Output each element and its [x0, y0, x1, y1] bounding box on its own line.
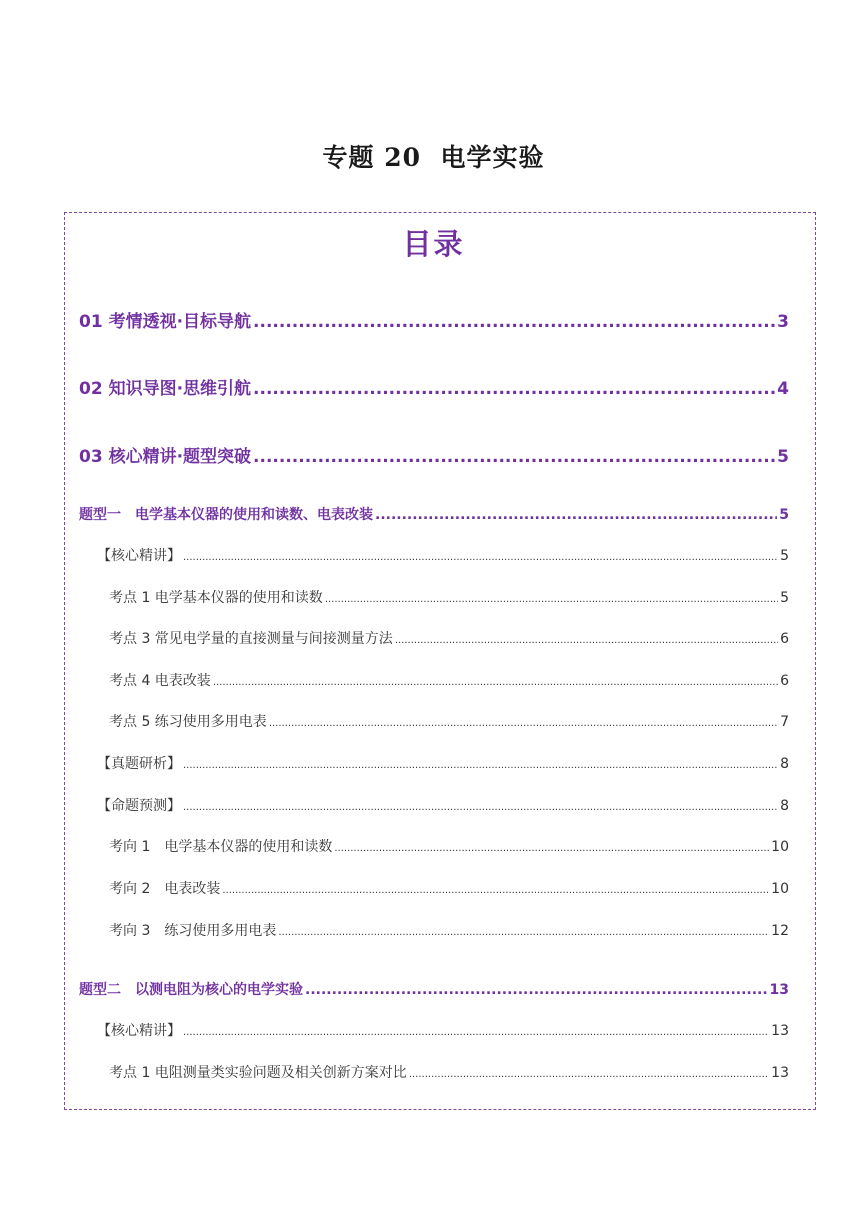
- dot-leader: [334, 839, 769, 855]
- toc-entry-core-lecture-2[interactable]: [97, 1020, 789, 1040]
- toc-entry-label: 【命题预测】: [97, 798, 181, 814]
- toc-entry-label: 考点 5 练习使用多用电表: [109, 714, 267, 730]
- toc-section-label: 02 知识导图·思维引航: [79, 379, 252, 399]
- toc-page-number: 13: [771, 1065, 789, 1081]
- toc-frame: [64, 212, 816, 1110]
- toc-entry-point-1-b[interactable]: [109, 1062, 789, 1082]
- toc-entry-point-4[interactable]: [109, 670, 789, 690]
- toc-entry-point-1[interactable]: [109, 587, 789, 607]
- dot-leader: [253, 447, 775, 467]
- toc-entry-topic-2[interactable]: [79, 979, 789, 999]
- toc-page-number: 13: [769, 982, 789, 998]
- toc-entry-topic-1[interactable]: [79, 504, 789, 524]
- toc-entry-label: 考向 3 练习使用多用电表: [109, 923, 277, 939]
- toc-page-number: 7: [780, 714, 789, 730]
- dot-leader: [278, 923, 769, 939]
- dot-leader: [253, 379, 775, 399]
- dot-leader: [395, 631, 778, 647]
- toc-section-02[interactable]: [79, 374, 789, 399]
- toc-entry-label: 考向 2 电表改装: [109, 881, 221, 897]
- toc-entry-point-5[interactable]: [109, 711, 789, 731]
- toc-page-number: 13: [771, 1023, 789, 1039]
- dot-leader: [183, 798, 778, 814]
- dot-leader: [213, 673, 778, 689]
- toc-page-number: 8: [780, 756, 789, 772]
- toc-page-number: 10: [771, 839, 789, 855]
- toc-entry-direction-3[interactable]: [109, 920, 789, 940]
- toc-entry-label: 【真题研析】: [97, 756, 181, 772]
- toc-heading: 目录: [402, 227, 465, 261]
- toc-page-number: 5: [780, 590, 789, 606]
- toc-entry-prediction[interactable]: [97, 795, 789, 815]
- toc-page-number: 10: [771, 881, 789, 897]
- dot-leader: [183, 548, 778, 564]
- dot-leader: [269, 714, 778, 730]
- toc-entry-label: 考点 1 电阻测量类实验问题及相关创新方案对比: [109, 1065, 407, 1081]
- toc-section-01[interactable]: [79, 307, 789, 332]
- toc-page-number: 12: [771, 923, 789, 939]
- toc-page-number: 8: [780, 798, 789, 814]
- dot-leader: [253, 312, 775, 332]
- toc-page-number: 5: [779, 507, 789, 523]
- toc-entry-label: 题型二 以测电阻为核心的电学实验: [79, 982, 303, 998]
- dot-leader: [375, 507, 777, 523]
- toc-page-number: 5: [780, 548, 789, 564]
- toc-entry-label: 考点 1 电学基本仪器的使用和读数: [109, 590, 323, 606]
- toc-entry-label: 【核心精讲】: [97, 548, 181, 564]
- toc-entry-exam-analysis[interactable]: [97, 753, 789, 773]
- toc-page-number: 5: [777, 447, 789, 467]
- toc-page-number: 6: [780, 631, 789, 647]
- document-title: 专题 20 电学实验: [322, 143, 545, 172]
- toc-page-number: 4: [777, 379, 789, 399]
- toc-entry-direction-1[interactable]: [109, 836, 789, 856]
- dot-leader: [325, 590, 778, 606]
- toc-entry-label: 考点 3 常见电学量的直接测量与间接测量方法: [109, 631, 393, 647]
- dot-leader: [409, 1065, 769, 1081]
- dot-leader: [305, 982, 768, 998]
- toc-page-number: 3: [777, 312, 789, 332]
- toc-entry-point-3[interactable]: [109, 628, 789, 648]
- toc-entry-label: 【核心精讲】: [97, 1023, 181, 1039]
- dot-leader: [183, 756, 778, 772]
- dot-leader: [183, 1023, 769, 1039]
- toc-page-number: 6: [780, 673, 789, 689]
- toc-entry-label: 考向 1 电学基本仪器的使用和读数: [109, 839, 333, 855]
- toc-entry-direction-2[interactable]: [109, 878, 789, 898]
- toc-entry-label: 题型一 电学基本仪器的使用和读数、电表改装: [79, 507, 373, 523]
- dot-leader: [222, 881, 769, 897]
- toc-entry-core-lecture[interactable]: [97, 545, 789, 565]
- toc-section-label: 03 核心精讲·题型突破: [79, 447, 252, 467]
- toc-entry-label: 考点 4 电表改装: [109, 673, 211, 689]
- toc-section-label: 01 考情透视·目标导航: [79, 312, 252, 332]
- toc-section-03[interactable]: [79, 442, 789, 467]
